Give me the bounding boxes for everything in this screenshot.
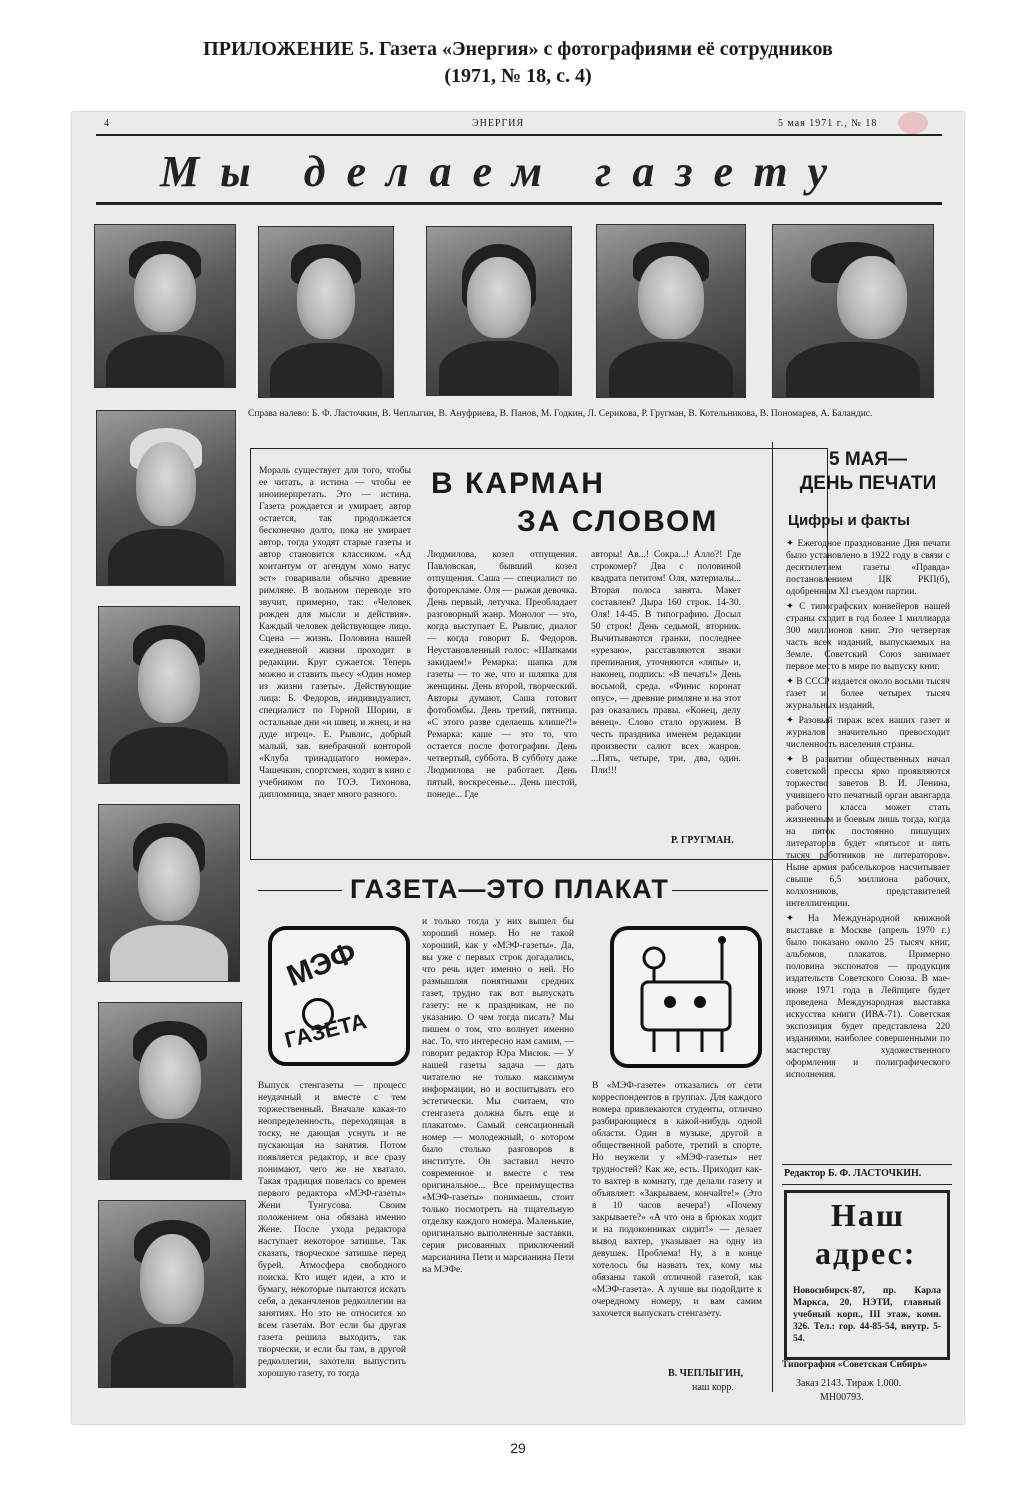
address-title-line-1: Наш xyxy=(831,1197,905,1233)
caption-line-1: ПРИЛОЖЕНИЕ 5. Газета «Энергия» с фотографиями её сотрудников xyxy=(203,38,833,60)
address-box xyxy=(784,1190,950,1360)
printer-line: Типография «Советская Сибирь» xyxy=(782,1360,928,1370)
plakat-title: ГАЗЕТА—ЭТО ПЛАКАТ xyxy=(350,874,669,904)
sidebar-divider xyxy=(772,442,773,1392)
page-caption xyxy=(0,36,1036,90)
staff-photo xyxy=(98,606,240,784)
fact-item: ✦ На Международной книжной выставке в Москве (апрель 1970 г.) было показано около 25 тысяч книг, альбомов, плакатов. Примерно половина экспонатов — продукция издательств Советского Союза. В мае-июне 1971 года в Лейпциге будет проведена Международная выставка искусства книги (ИВА-71). Советская экспозиция будет представлена 220 изданиями, наиболее совершенными по мастерству художественного оформления и полиграфического исполнения. xyxy=(786,914,950,1080)
photo-caption: Справа налево: Б. Ф. Ласточкин, В. Чеплыгин, В. Ануфриева, В. Панов, М. Годкин, Л. Серикова, Р. Гругман, В. Котельникова, В. Пономарев, А. Баландис. xyxy=(248,409,873,419)
editor-rule-bottom xyxy=(782,1184,952,1185)
editor-rule xyxy=(782,1164,952,1165)
creature-drawing-icon xyxy=(614,930,758,1064)
fact-item: ✦ Ежегодное празднование Дня печати было установлено в 1922 году в связи с десятилетием газеты «Правда» постановлением ЦК РКП(б), одобренным XI съездом партии. xyxy=(786,539,950,597)
sidebar-title xyxy=(788,448,948,496)
creature-drawing-logo xyxy=(610,926,762,1068)
fact-item: ✦ С типографских конвейеров нашей страны сходит в год более 1 миллиарда 300 миллионов книг. Это четвертая часть всех изданий, выпускаемых на Земле. Советский Союз занимает первое место в мире по выпуску книг. xyxy=(786,602,950,672)
sidebar-title-line-2: ДЕНЬ ПЕЧАТИ xyxy=(799,473,937,494)
fact-item: ✦ В СССР издается около восьми тысяч газет и более четырех тысяч журнальных изданий. xyxy=(786,677,950,711)
staff-photo xyxy=(98,1002,242,1180)
header-rule xyxy=(96,134,942,136)
staff-photo xyxy=(98,804,240,982)
page-number: 29 xyxy=(510,1440,526,1456)
masthead-title: Мы делаем газету xyxy=(160,147,849,196)
staff-photo xyxy=(94,224,236,388)
logo-text-gazeta: ГАЗЕТА xyxy=(282,1008,370,1053)
sidebar-facts xyxy=(786,538,950,1158)
order-code: МН00793. xyxy=(820,1392,864,1403)
plakat-rule-left xyxy=(258,890,342,891)
karman-column-3: авторы! Ав...! Сокра...! Алло?! Где строкомер? Два с половиной квадрата петитом! Оля, материалы... Вторая полоса занята. Макет составлен? Дыра 160 строк. 14-30. Оля! 14-45. В типографию. Досыл 50 строк! День седьмой, вторник. Вычитываются гранки, последнее «урезаю», расставляются знаки препинания, уточняются «ляпы» и, наконец, подпись: «В печать!» День восьмой, среда. «Финис коронат опус», — древние римляне и на этот раз оказались правы. «Конец, делу венец». Слово стало оружием. В честь праздника именем редакции произвести салют всех жанров. ...Пять, четыре, три, два, один. Пли!!! xyxy=(591,550,741,776)
fact-item: ✦ В развитии общественных начал советской прессы ярко проявляются торжество заветов В. И. Ленина, учившего что печатный орган авангарда рабочего класса может стать жизненным и боевым лишь тогда, когда на пяток постоянно пишущих литераторов будет «пятьсот и пять тысяч работников не литераторов». Ныне армия рабселькоров насчитывает свыше 6,5 миллиона рабочих, колхозников, представителей интеллигенции. xyxy=(786,755,950,909)
caption-line-2: (1971, № 18, с. 4) xyxy=(444,65,592,87)
order-line: Заказ 2143. Тираж 1.000. xyxy=(796,1378,902,1389)
editor-line: Редактор Б. Ф. ЛАСТОЧКИН. xyxy=(784,1168,922,1179)
plakat-signature-role: наш корр. xyxy=(692,1382,734,1393)
sticker-mark xyxy=(898,112,928,134)
karman-title-line-1: В КАРМАН xyxy=(431,467,605,500)
logo-text-mef: МЭФ xyxy=(282,935,361,994)
staff-photo xyxy=(772,224,934,398)
karman-article xyxy=(250,448,828,860)
newspaper-page-number: 4 xyxy=(104,118,110,129)
sidebar-subtitle: Цифры и факты xyxy=(788,512,910,529)
staff-photo xyxy=(426,226,572,396)
staff-photo xyxy=(96,410,236,586)
plakat-column-2: и только тогда у них вышел бы хороший номер. Но не такой хороший, как у «МЭФ-газеты». Да, вы уже с первых строк догадались, что речь идет именно о ней. Но размышляя понятными средних газет, трудно так вот выпускать газету: не к праздникам, не по указанию. О чем тогда писать? Мы пишем о том, что волнует именно нас. То, что интересно нам самим, — говорит редактор Юра Мисюк. — У нашей газеты задача — дать читателю не только максимум информации, но и воспитывать его эстетически. Мы считаем, что стенгазета должна быть еще и плакатом». Самый сенсационный номер — молодежный, о котором было столько разговоров в институте. Он заставил нечто современное и вместе с тем оригинальное... Все преимущества «МЭФ-газеты» понимаешь, стоит только посмотреть на тщательную отделку каждого номера. Маленькие, оригинально выполненные заставки, серия рисованных приключений марсианина Пети и марсианина Пети на МЭФе. xyxy=(422,917,574,1275)
newspaper-name: ЭНЕРГИЯ xyxy=(472,118,525,129)
staff-photo xyxy=(98,1200,246,1388)
newspaper-page xyxy=(72,112,964,1424)
karman-title-line-2: ЗА СЛОВОМ xyxy=(517,505,719,538)
address-text: Новосибирск-87, пр. Карла Маркса, 20, НЭТИ, главный учебный корп., III этаж, комн. 326. Тел.: гор. 44-85-54, внутр. 5-54. xyxy=(793,1286,941,1344)
plakat-column-1: Выпуск стенгазеты — процесс неудачный и вместе с тем торжественный. Вначале какая-то неопределенность, переходящая в тоску, не дающая уснуть и не пускающая на занятия. Потом появляется редактор, и все сразу понимают, чего же не хватало. Такая традиция повелась со времен первого редактора «МЭФ-газеты» Жени Тунгусова. Своим положением она обязана именно Жене. После ухода редактора наступает некоторое затишье. Так сказать, творческое затишье перед бурей. Атмосфера свободного поиска. Кто ищет идеи, а кто и бумагу, некоторые пытаются искать себя, а деканчленов редколлегии на занятиях. Но это не относится ко всем газетам. Вот если бы другая газета решила выходить, так творчески, и если бы там, в другой редколлегии, захотели выпустить хорошую газету, то тогда xyxy=(258,1081,406,1379)
staff-photo xyxy=(258,226,394,398)
plakat-signature: В. ЧЕПЛЫГИН, xyxy=(668,1368,744,1379)
staff-photo xyxy=(596,224,746,398)
newspaper-issue-date: 5 мая 1971 г., № 18 xyxy=(778,118,878,129)
fact-item: ✦ Разовый тираж всех наших газет и журналов значительно превосходит численность населения страны. xyxy=(786,716,950,750)
plakat-column-3: В «МЭФ-газете» отказались от сети корреспондентов в группах. Для каждого номера привлекаются студенты, отлично разбирающиеся в какой-нибудь одной области. Один в музыке, другой в общественной работе, третий в спорте. Но неужели у «МЭФ-газеты» нет трудностей? Как же, есть. Приходит как-то вахтер в комнату, где делали газету и объявляет: «Закрываем, кончайте!» (Это в 10 часов вечера!) «Почему закрываете?» «А что она в брюках ходит и на подоконниках сидит!» — делает вывод вахтер, указывает на одну из девушек. Проблема! Ну, а в конце хотелось бы назвать тех, кому мы обязаны такой отличной газетой, как «МЭФ-газета». А лучше вы подойдите к очередному номеру, и вам самим захочется выпускать стенгазету. xyxy=(592,1081,762,1319)
karman-column-1: Мораль существует для того, чтобы ее читать, а истина — чтобы ее иноинерпретать. Это — истина. Газета рождается и умирает, автор остается, так продолжается бесконечно долго, пока не умирает автор, тогда уходят старые газеты и автор становится классиком. «Ад коитантум от агендум хомо натус эст» говаривали обычно древние римляне. В вольном переводе это звучит, примерно, так: «Человек рожден для мысли и действия». Каждый человек действующее лицо. Сцена — жизнь. Половина нашей ежедневной жизни проходит в редакции. Круг сужается. Теперь можно и ставить пьесу «Один номер из жизни газеты». Действующие лица: Б. Федоров, индивидуалист, специалист по Горной Шории, в остальные дни «и швец, и жнец, и на дуде игрец». Е. Рывлис, добрый малый, зав. внебрачной конторой «Клуба тринадцатого номера». Чашечкин, спортсмен, ходит в кино с учебником по ТОЭ. Тихонова, дипломница, знает много разного. xyxy=(259,466,411,800)
plakat-rule-right xyxy=(672,890,768,891)
sidebar-title-line-1: 5 МАЯ— xyxy=(828,449,908,470)
masthead-rule xyxy=(96,202,942,205)
karman-signature: Р. ГРУГМАН. xyxy=(671,835,734,846)
karman-column-2: Людмилова, козел отпущения. Павловская, бывший козел отпущения. Саша — специалист по фоторекламе. Оля — рыжая девочка. День первый, летучка. Преобладает разговорный жанр. Монолог — это, когда выступает Е. Рывлис, диалог — когда говорит Б. Федоров. Неустановленный голос: «Шапками закидаем!» Ремарка: шапка для газеты — то же, что и шляпка для женщины. День второй, творческий. Авторы думают, Саша готовит фотобомбы. День третий, пятница. «С этого разве сделаешь клише?!» Ремарка: каше — это то, что остается после фотографии. День четвертый, суббота. В субботу даже Людмилова не работает. День пятый, воскресенье... День шестой, понеде... Где xyxy=(427,550,577,800)
address-title-line-2: адрес: xyxy=(815,1235,917,1271)
mef-gazeta-logo xyxy=(268,926,410,1066)
